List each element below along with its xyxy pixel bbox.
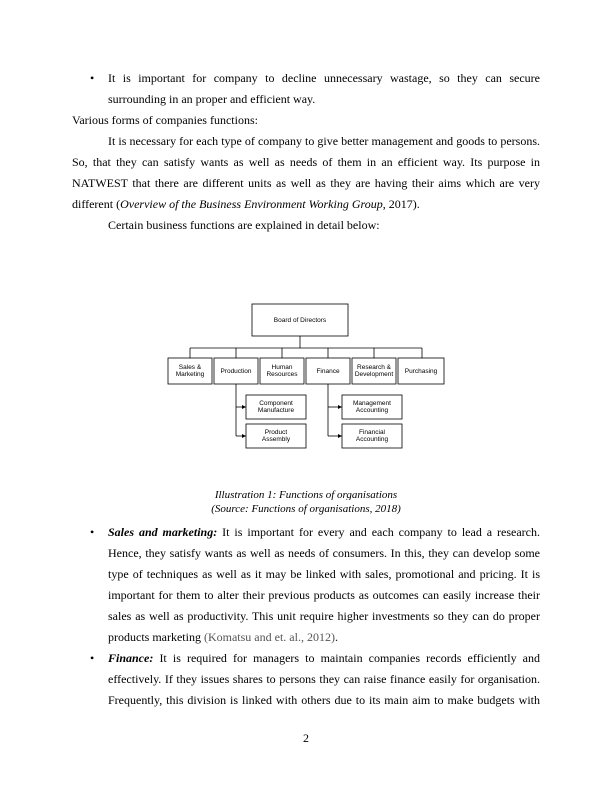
bullet1-line2: surrounding in an proper and efficient way. — [108, 92, 316, 106]
source-caption: (Source: Functions of organisations, 2018) — [211, 503, 401, 515]
bullet-dot: • — [90, 651, 95, 665]
root-box-board-of-directors: Board of Directors — [273, 316, 327, 324]
sales-line6: products marketing (Komatsu and et. al., 2012). — [108, 630, 338, 644]
para2: Certain business functions are explained in detail below: — [108, 218, 380, 232]
finance-line2: effectively. If they issues shares to persons they can raise finance easily for organisation. — [108, 672, 540, 686]
sales-label: Sales and marketing: — [108, 525, 218, 539]
para1-line4: different (Overview of the Business Environment Working Group, 2017). — [72, 197, 420, 211]
finance-label: Finance: — [108, 651, 154, 665]
page-number: 2 — [303, 731, 309, 745]
child-box-product-assembly: Product Assembly — [261, 429, 291, 443]
bullet1-line1: It is important for company to decline unnecessary wastage, so they can secure — [108, 71, 540, 85]
dept-box-purchasing: Purchasing — [404, 367, 438, 375]
dept-box-sales-marketing: Sales & Marketing — [175, 364, 205, 378]
dept-box-research-development: Research & Development — [354, 364, 394, 378]
sales-line4: important for them to alter their previous products as outcomes can easily increase their — [108, 588, 540, 602]
child-box-management-accounting: Management Accounting — [353, 400, 391, 414]
illustration-caption-clip — [0, 487, 612, 500]
sales-line2: Hence, they satisfy wants as well as needs of consumers. In this, they can develop some — [108, 546, 540, 560]
bullet-dot: • — [90, 71, 95, 85]
para1-line2: So, that they can satisfy wants as well as needs of them in an efficient way. Its purpose in — [72, 155, 540, 169]
finance-line3: Frequently, this division is linked with others due to its main aim to make budgets with — [108, 693, 540, 707]
child-box-component-manufacture: Component Manufacture — [257, 400, 295, 414]
child-box-financial-accounting: Financial Accounting — [355, 429, 389, 443]
sales-line1: Sales and marketing: It is important for every and each company to lead a research. — [108, 525, 540, 539]
dept-box-production: Production — [220, 367, 252, 375]
bullet-dot: • — [90, 525, 95, 539]
heading-various-forms: Various forms of companies functions: — [72, 113, 258, 127]
sales-line3: type of techniques as well as it may be linked with sales, promotional and pricing. It is — [108, 567, 540, 581]
org-chart — [160, 300, 460, 460]
dept-box-finance: Finance — [316, 367, 340, 375]
finance-line1: Finance: It is required for managers to maintain companies records efficiently and — [108, 651, 540, 665]
dept-box-human-resources: Human Resources — [266, 364, 298, 378]
citation: (Komatsu and et. al., 2012) — [203, 630, 335, 644]
para1-line3: NATWEST that there are different units as well as they are having their aims which are very — [72, 176, 540, 190]
illustration-caption: Illustration 1: Functions of organisations — [214, 489, 398, 500]
sales-line5: sales as well as productivity. This unit require higher investments so they can do proper — [108, 609, 540, 623]
para1-line1: It is necessary for each type of company to give better management and goods to persons. — [108, 134, 540, 148]
